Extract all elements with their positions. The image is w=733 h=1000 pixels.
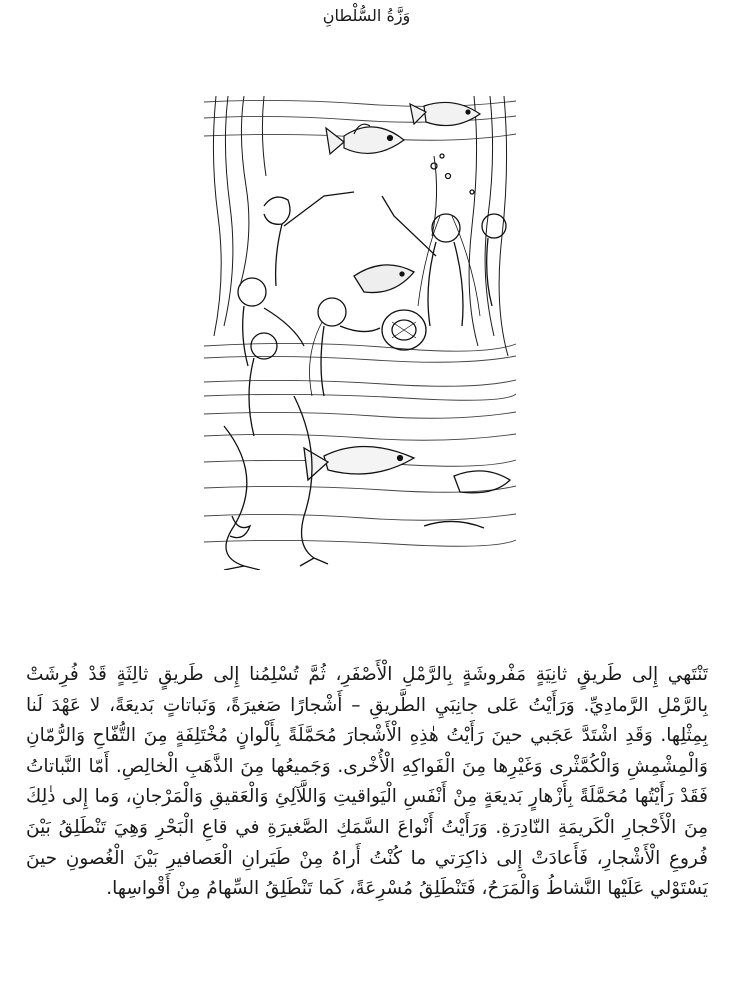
page-title: وَزَّةُ السُّلْطانِ: [322, 6, 411, 25]
mermaids-illustration: [204, 96, 516, 570]
story-text: [26, 660, 708, 905]
mermaids-underwater-illustration-icon: [204, 96, 516, 570]
paragraph: تَنْتَهي إِلى طَريقٍ ثانِيَةٍ مَفْروشَةٍ بِالرَّمْلِ الْأَصْفَرِ، ثُمَّ تُسْلِمُنا إِلى طَريقٍ ثالِثَةٍ قَدْ فُرِشَتْ بِالرَّمْلِ الرَّمادِيِّ. وَرَأَيْتُ عَلى جانِبَيِ الطَّريقِ – أَشْجارًا صَغيرَةً، وَنَباتاتٍ بَديعَةً، لا عَهْدَ لَنا بِمِثْلِها. وَقَدِ اشْتَدَّ عَجَبي حينَ رَأَيْتُ هٰذِهِ الْأَشْجارَ مُحَمَّلَةً بِأَلْوانٍ مُخْتَلِفَةٍ مِنَ التُّفّاحِ وَالرُّمّانِ وَالْمِشْمِشِ وَالْكُمَّثْرى وَغَيْرِها مِنَ الْفَواكِهِ الْأُخْرى. وَجَميعُها مِنَ الذَّهَبِ الْخالِصِ. أَمّا النَّباتاتُ فَقَدْ رَأَيْتُها مُحَمَّلَةً بِأَزْهارٍ بَديعَةٍ مِنْ أَنْفَسِ الْيَواقيتِ وَاللَّآلِئِ وَالْعَقيقِ وَالْمَرْجانِ، وَما إِلى ذٰلِكَ مِنَ الْأَحْجارِ الْكَريمَةِ النّادِرَةِ. وَرَأَيْتُ أَنْواعَ السَّمَكِ الصَّغيرَةِ في قاعِ الْبَحْرِ وَهِيَ تَنْطَلِقُ بَيْنَ فُروعِ الْأَشْجارِ، فَأَعادَتْ إِلى ذاكِرَتي ما كُنْتُ أَراهُ مِنْ طَيَرانِ الْعَصافيرِ بَيْنَ الْغُصونِ حينَ يَسْتَوْلي عَلَيْها النَّشاطُ وَالْمَرَحُ، فَتَنْطَلِقُ مُسْرِعَةً، كَما تَنْطَلِقُ السِّهامُ مِنْ أَقْواسِها.: [26, 664, 708, 900]
